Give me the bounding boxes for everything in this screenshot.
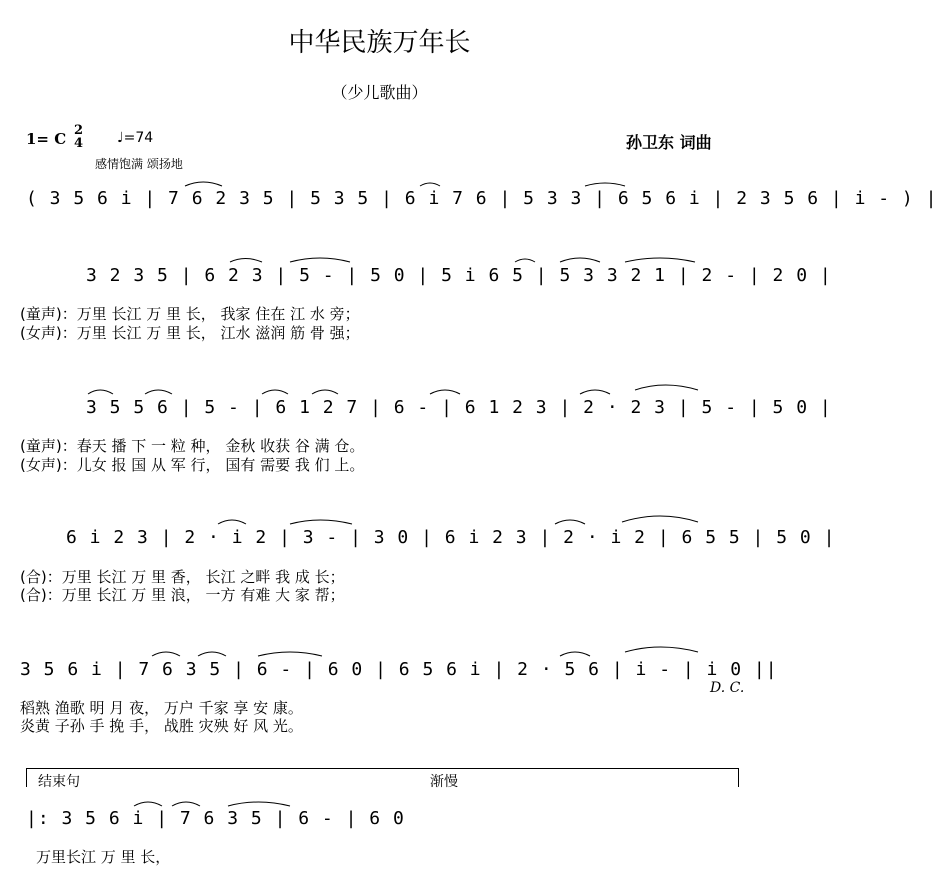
composer-credit: 孙卫东 词曲 xyxy=(626,133,712,152)
lyric-line-2b: (女声)：儿女 报 国 从 军 行， 国有 需要 我 们 上。 xyxy=(20,456,365,474)
lyric-line-1a: (童声)：万里 长江 万 里 长， 我家 住在 江 水 旁； xyxy=(20,305,360,323)
ending-notation: |: 3 5 6 i | 7 6 3 5 | 6 - | 6 0 xyxy=(26,808,405,829)
key-signature: 1= C xyxy=(26,130,67,148)
notation-line-3: 6 i 2 3 | 2 · i 2 | 3 - | 3 0 | 6 i 2 3 | 2 · i 2 | 6 5 5 | 5 0 | xyxy=(66,527,836,548)
lyric-line-4a: 稻熟 渔歌 明 月 夜， 万户 千家 享 安 康。 xyxy=(20,699,303,717)
ritardando-marking: 渐慢 xyxy=(430,774,458,790)
meter-top: 2 xyxy=(74,123,84,138)
notation-line-intro: ( 3 5 6 i | 7 6 2 3 5 | 5 3 5 | 6 i 7 6 | 5 3 3 | 6 5 6 i | 2 3 5 6 | i - ) | xyxy=(26,188,937,209)
notation-line-1: 3 2 3 5 | 6 2 3 | 5 - | 5 0 | 5 i 6 5 | 5 3 3 2 1 | 2 - | 2 0 | xyxy=(86,265,832,286)
meter-bottom: 4 xyxy=(74,136,84,151)
expression-marking: 感情饱满 颂扬地 xyxy=(95,157,183,171)
lyric-line-4b: 炎黄 子孙 手 挽 手， 战胜 灾殃 好 风 光。 xyxy=(20,717,303,735)
song-title: 中华民族万年长 xyxy=(288,28,471,58)
lyric-line-1b: (女声)：万里 长江 万 里 长， 江水 滋润 筋 骨 强； xyxy=(20,324,360,342)
ending-lyric: 万里长江 万 里 长， xyxy=(36,848,171,866)
da-capo-marking: D. C. xyxy=(710,680,745,696)
lyric-line-2a: (童声)：春天 播 下 一 粒 种， 金秋 收获 谷 满 仓。 xyxy=(20,437,365,455)
song-subtitle: （少儿歌曲） xyxy=(331,83,428,102)
notation-line-2: 3 5 5 6 | 5 - | 6 1 2 7 | 6 - | 6 1 2 3 | 2 · 2 3 | 5 - | 5 0 | xyxy=(86,397,832,418)
tempo-marking: ♩=74 xyxy=(117,130,154,146)
lyric-line-3b: (合)：万里 长江 万 里 浪， 一方 有难 大 家 帮； xyxy=(20,586,345,604)
ending-label: 结束句 xyxy=(38,774,80,790)
lyric-line-3a: (合)：万里 长江 万 里 香， 长江 之畔 我 成 长； xyxy=(20,568,345,586)
notation-line-4: 3 5 6 i | 7 6 3 5 | 6 - | 6 0 | 6 5 6 i | 2 · 5 6 | i - | i 0 || xyxy=(20,659,778,680)
